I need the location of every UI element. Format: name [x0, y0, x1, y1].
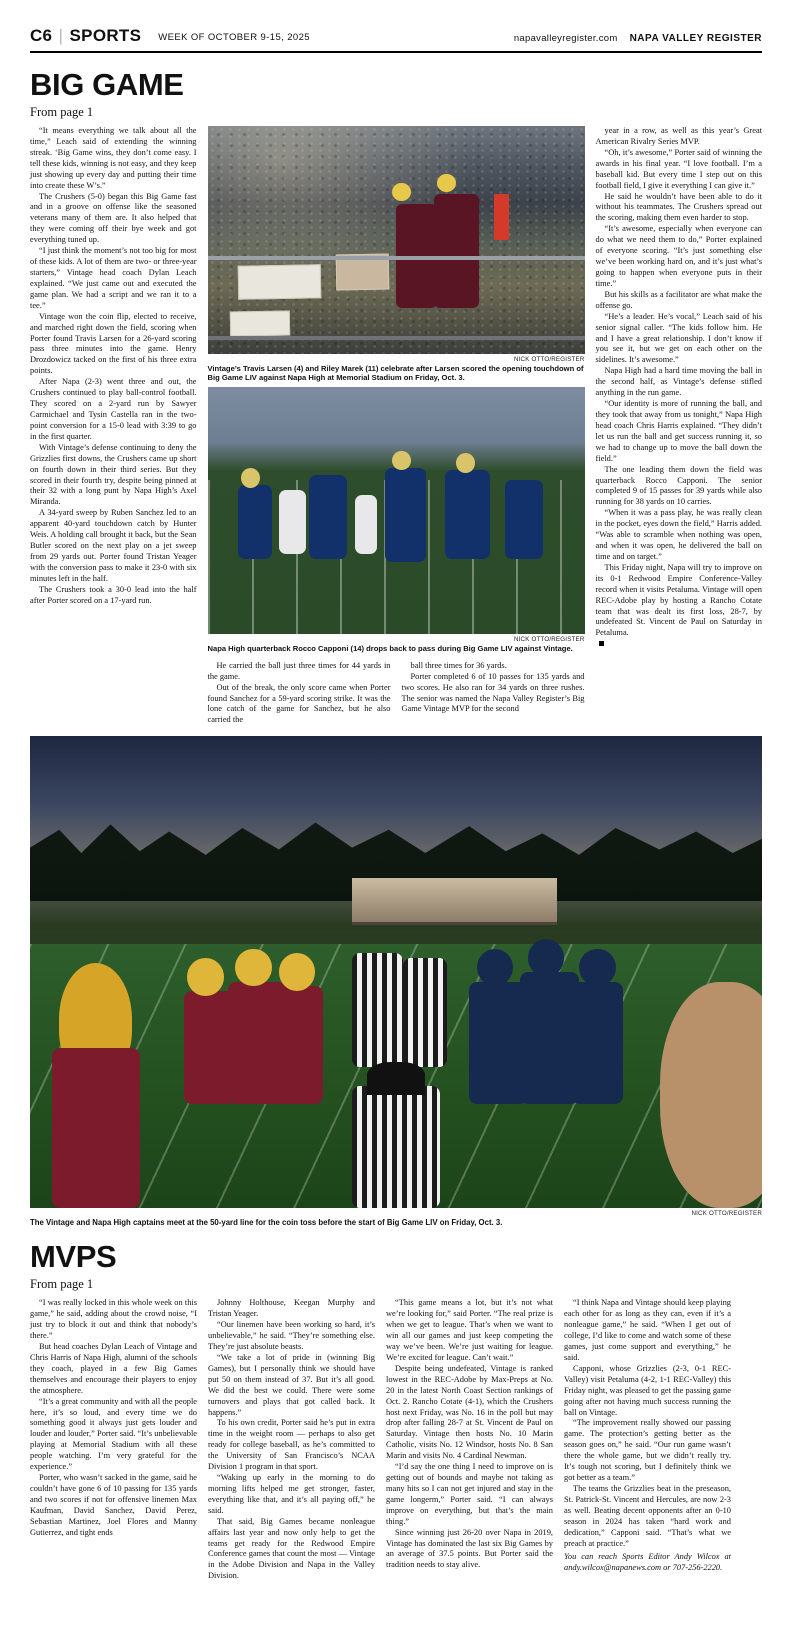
big-game-headline-block [30, 69, 762, 124]
end-mark [599, 641, 604, 646]
paragraph: “It means everything we talk about all the time,” Leach said of extending the winning streak. ‘Big Game wins, they don’t come easy. I tell these kids, winning is not easy, and they keep just showing up every day and putting their time into create these W’s.” [30, 126, 197, 190]
photo-credit: NICK OTTO/REGISTER [691, 1210, 762, 1218]
paragraph: “I think Napa and Vintage should keep playing each other for as long as they can, even if it’s a nonleague game,” he said. “When I get out of college, I’d like to come and watch some of these games, just come support and everything,” he said. [564, 1298, 731, 1362]
paragraph: Porter, who wasn’t sacked in the game, said he couldn’t have gone 6 of 10 passing for 135 yards and two scores if not for offensive linemen Max Kaufman, David Sanchez, David Perez, Sebastian Martinez, Joel Flores and Manny Gutierrez, and tight ends [30, 1473, 197, 1537]
story1-sub-columns [208, 661, 585, 727]
story2-column-4 [564, 1298, 731, 1582]
mvps-title: MVPS [30, 1239, 117, 1275]
paragraph: Porter completed 6 of 10 passes for 135 yards and two scores. He also ran for 34 yards on three rushes. The senior was named the Napa Valley Register’s Big Game Vintage MVP for the second [401, 671, 585, 714]
story2-column-2 [208, 1298, 375, 1582]
photo-capponi-dropback [208, 387, 585, 634]
story1-center-block [208, 126, 585, 726]
paragraph: “When it was a pass play, he was really clean in the pocket, eyes down the field,” Harris added. “Was able to scramble when nothing was open, and when it was open, he delivered the ball on time and on target.” [595, 508, 762, 561]
paragraph: The Crushers (5-0) began this Big Game fast and in a groove on offense like the seasoned veterans many of them are. It also helped that they were coming off their bye week and got everything tuned up. [30, 191, 197, 245]
masthead [30, 26, 762, 53]
story2-column-1 [30, 1298, 197, 1582]
paragraph: “I was really locked in this whole week on this game,” he said, adding about the crowd noise, “I just try to block it out and think that nobody’s there.” [30, 1298, 197, 1341]
paragraph: To his own credit, Porter said he’s put in extra time in the weight room — perhaps to also get ready for college baseball, as he’s committed to the University of San Francisco’s NCAA Division 1 program in that sport. [208, 1418, 375, 1472]
page-number: C6 [30, 26, 53, 45]
paragraph: Vintage won the coin flip, elected to receive, and marched right down the field, scoring when Porter found Travis Larsen for a 26-yard scoring pass three minutes into the game. Henry Drozdowicz tacked on the first of his three extra points. [30, 311, 197, 376]
paragraph: Since winning just 26-20 over Napa in 2019, Vintage has dominated the last six Big Games by an average of 37.5 points. But Porter said the tradition needs to stay alive. [386, 1527, 553, 1570]
big-game-section [30, 126, 762, 726]
issue-date: WEEK OF OCTOBER 9-15, 2025 [158, 32, 310, 43]
photo-touchdown-celebration [208, 126, 585, 354]
jump-line: From page 1 [30, 105, 94, 119]
paragraph: Johnny Holthouse, Keegan Murphy and Tristan Yeager. [208, 1298, 375, 1319]
jump-line: From page 1 [30, 1277, 94, 1292]
photo-credit: NICK OTTO/REGISTER [513, 356, 585, 363]
paragraph: “This game means a lot, but it’s not what we’re looking for,” said Porter. “The real prize is when we get to league. That’s when we want to win all our games and just keep competing the way we’ve been. We’re just waiting for league. We’re excited for league. Can’t wait.” [386, 1298, 553, 1362]
paragraph: The teams the Grizzlies beat in the preseason, St. Patrick-St. Vincent and Hercules, are now 2-3 as well. Beating decent opponents after an 0-10 season in 2024 has taken “hard work and dedication,” Capponi said. “That’s what we preach at practice.” [564, 1483, 731, 1548]
paragraph: This Friday night, Napa will try to improve on its 0-1 Redwood Empire Conference-Valley record when it visits Petaluma. Vintage will open REC-Adobe play by hosting a Rancho Cotate team that was dealt its first loss, 28-7, by undefeated St. Vincent de Paul on Saturday in Petaluma. [595, 562, 762, 638]
paragraph: “I just think the moment’s not too big for most of these kids. A lot of them are two- or three-year starters,” Vintage head coach Dylan Leach explained. “We just came out and executed the game plan. We had a script and we ran it to a tee.” [30, 246, 197, 310]
paragraph: The one leading them down the field was quarterback Rocco Capponi. The senior completed 9 of 15 passes for 39 yards while also running for 38 yards on 10 carries. [595, 464, 762, 507]
paragraph: “We take a lot of pride in (winning Big Games), but I personally think we should have put 50 on them instead of 37. But it’s all good. We did the best we could. There were some turnovers and plays that got called back. It happens.” [208, 1352, 375, 1417]
author-contact: You can reach Sports Editor Andy Wilcox at andy.wilcox@napanews.com or 707-256-2220. [564, 1552, 731, 1573]
paragraph: “Waking up early in the morning to do morning lifts helped me get stronger, faster, everything like that, and it’s all paying off,” he said. [208, 1473, 375, 1515]
paragraph: Out of the break, the only score came when Porter found Sanchez for a 59-yard scoring strike. It was the lone catch of the game for Sanchez, but he also carried the [207, 682, 391, 725]
story1-column-4 [596, 126, 763, 726]
paragraph: “It’s awesome, especially when everyone can do what we need them to do,” Porter explained of everyone scoring. “It’s just something else we’ve been working hard on, and it’s just what’s going to happen when everyone puts in their time.” [595, 224, 762, 288]
paragraph: He carried the ball just three times for 44 yards in the game. [207, 660, 391, 681]
masthead-right [514, 33, 762, 44]
paragraph: That said, Big Games became nonleague affairs last year and now only help to get the teams get ready for the Redwood Empire Conference games that count the most — Vintage in the Adobe Division and Napa in the Valley Division. [208, 1516, 375, 1581]
paragraph: But his skills as a facilitator are what make the offense go. [595, 289, 762, 310]
paragraph: “Oh, it’s awesome,” Porter said of winning the awards in his final year. “I love football. I’m a baseball kid. But every time I step out on this football field, I give it everything I can give it.” [595, 147, 762, 190]
photo-credit: NICK OTTO/REGISTER [513, 635, 585, 643]
photo-caption: Napa High quarterback Rocco Capponi (14) drops back to pass during Big Game LIV against Vintage. [207, 643, 573, 653]
mvps-section [30, 1298, 762, 1582]
story1-column-2 [208, 661, 391, 727]
photo-coin-toss [30, 736, 762, 1208]
paragraph: The Crushers took a 30-0 lead into the half after Porter scored on a 17-yard run. [30, 584, 197, 605]
story1-column-1 [30, 126, 197, 726]
photo-caption: The Vintage and Napa High captains meet at the 50-yard line for the coin toss before the start of Big Game LIV on Friday, Oct. 3. [30, 1218, 503, 1228]
page-title: BIG GAME [30, 67, 184, 102]
paragraph: “The improvement really showed our passing game. The protection’s getting better as the season goes on,” he said. “Our run game wasn’t there the whole game, but we didn’t really try. It’s tough not scoring, but I definitely think we got better as a team.” [564, 1418, 731, 1483]
paragraph: With Vintage’s defense continuing to deny the Grizzlies first downs, the Crushers came up short on fourth down in their third series. But they scored in their fourth try, despite being pinned at their 32 with a long punt by Napa High’s Axel Miranda. [30, 442, 197, 507]
paragraph: Despite being undefeated, Vintage is ranked lowest in the REC-Adobe by Max-Preps at No. 20 in the latest North Coast Section rankings of Oct. 2. Rancho Cotate (4-1), which the Crushers host next Friday, was No. 16 in the poll but may drop after falling 28-7 at St. Vincent de Paul on Saturday. Vintage then hosts No. 10 Marin Catholic, visits No. 12 Windsor, hosts No. 8 San Marin and visits No. 4 Cardinal Newman. [386, 1363, 553, 1461]
paragraph: “I’d say the one thing I need to improve on is getting out of bounds and maybe not taking as many hits so I can not get injured and stay in the game longerm,” Porter said. “I can always improve on everything, but that’s the main thing.” [386, 1462, 553, 1526]
website-url[interactable]: napavalleyregister.com [513, 33, 618, 44]
photo-caption: Vintage’s Travis Larsen (4) and Riley Marek (11) celebrate after Larsen scored the opening touchdown of Big Game LIV against Napa High at Memorial Stadium on Friday, Oct. 3. [207, 364, 584, 383]
paragraph: Napa High had a hard time moving the ball in the second half, as Vintage’s defense stifled anything in the run game. [595, 366, 762, 398]
coin-toss-photo-block [30, 736, 762, 1227]
paragraph: “It’s a great community and with all the people here, it’s so loud, and every time we do something good it always just gets louder and louder and louder,” Porter said. “It’s unbelievable playing at Memorial Stadium with all these people watching. I’m very grateful for the experience.” [30, 1396, 197, 1472]
paragraph: A 34-yard sweep by Ruben Sanchez led to an apparent 40-yard touchdown catch by Hunter Weis. A holding call brought it back, but the Sean Butler scored on the next play on a jet sweep from 29 yards out. Porter found Tristan Yeager with the conversion pass to make it 23-0 with six minutes left in the half. [30, 508, 197, 583]
masthead-left [30, 26, 310, 46]
paragraph: “Our linemen have been working so hard, it’s unbelievable,” he said. “They’re something else. They’re just absolute beasts. [208, 1320, 375, 1351]
story2-column-3 [386, 1298, 553, 1582]
paragraph: year in a row, as well as this year’s Great American Rivalry Series MVP. [595, 126, 762, 146]
mvps-headline-block [30, 1241, 762, 1296]
paragraph: “He’s a leader. He’s vocal,” Leach said of his senior signal caller. “The kids follow him. He and I have a great relationship. I don’t know if you see it, but we get on each other on the sidelines. It’s awesome.” [595, 311, 762, 365]
publication-name: NAPA VALLEY REGISTER [629, 33, 762, 44]
paragraph: Capponi, whose Grizzlies (2-3, 0-1 REC-Valley) visit Petaluma (4-2, 1-1 REC-Valley) this Friday night, was pleased to get the passing game going after not having much success running the ball on Vintage. [564, 1363, 731, 1417]
section-name: SPORTS [69, 26, 142, 45]
masthead-divider: | [59, 26, 63, 45]
paragraph: But head coaches Dylan Leach of Vintage and Chris Harris of Napa High, alumni of the schools they coach, played in a few Big Games themselves and encourage their players to enjoy the atmosphere. [30, 1341, 197, 1395]
story1-column-3 [402, 661, 585, 727]
paragraph: He said he wouldn’t have been able to do it without his teammates. The Crushers spread out the scoring, making them even harder to stop. [595, 191, 762, 223]
paragraph: “Our identity is more of running the ball, and they took that away from us tonight,” Napa High head coach Chris Harris explained. “They didn’t let us run the ball and get success running it, so we had to change up to move the ball down the field.” [595, 399, 762, 463]
paragraph: ball three times for 36 yards. [410, 660, 507, 670]
paragraph: After Napa (2-3) went three and out, the Crushers continued to play ball-control football. They scored on a 2-yard run by Sawyer Carmichael and Tysin Castella ran in the two-point conversion for a 15-0 lead with 3:39 to go in the first quarter. [30, 377, 197, 441]
